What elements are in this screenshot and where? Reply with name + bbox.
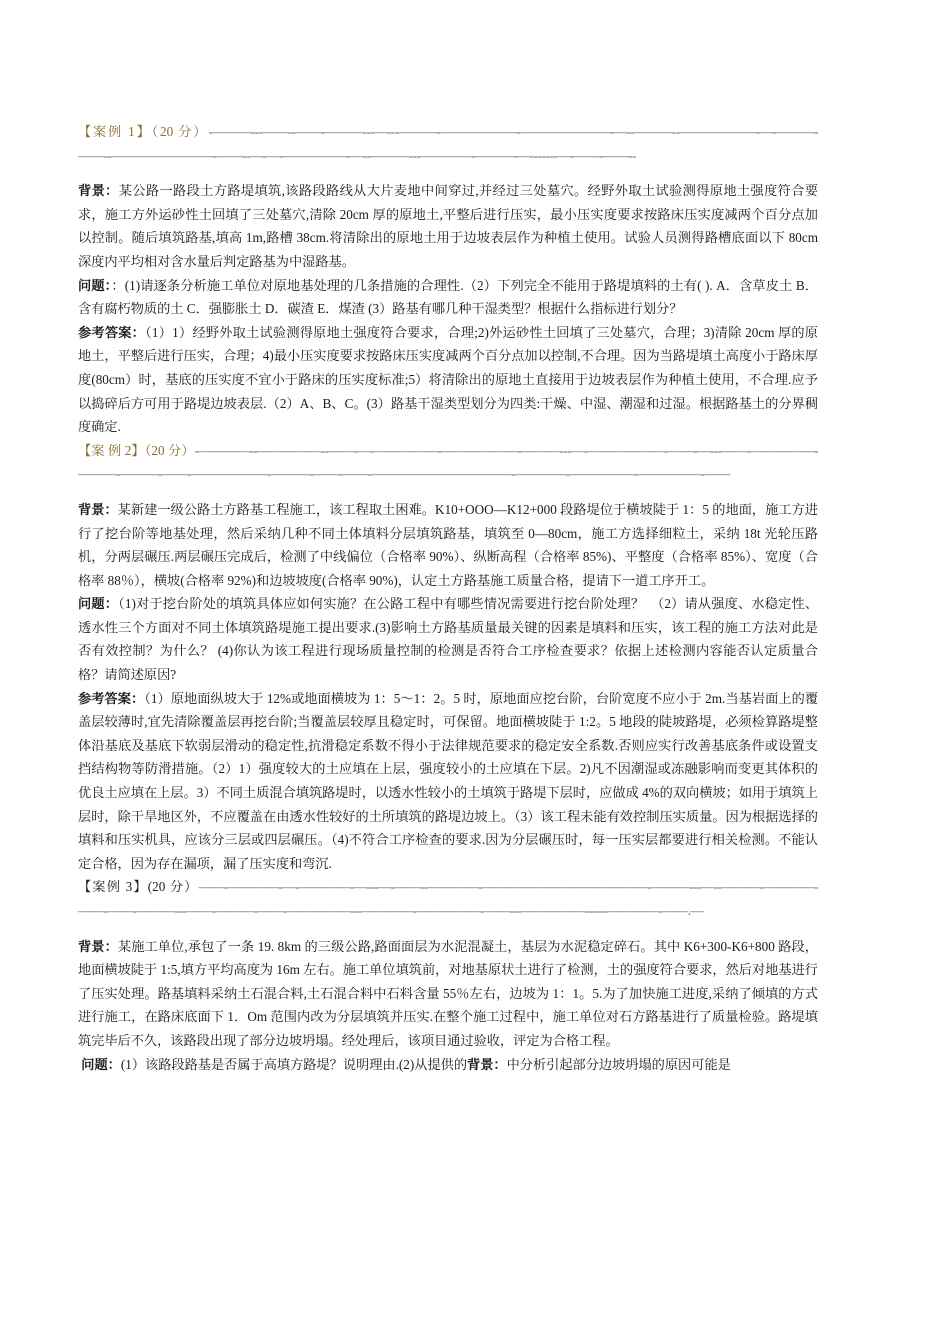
case1-dashes: -———---——--——-———---—---———-——————-———————-—--———--——————-—-———-——--————————-——--—-—-—————-—--———---————-———-—-------—-——-——-- — [78, 124, 819, 163]
case3-background-label: 背景： — [78, 938, 118, 954]
case1-title: 案例 1 — [93, 124, 135, 139]
case2-answer-label: 参考答案： — [78, 690, 145, 706]
case2-bracket-open: 【 — [78, 442, 92, 458]
case3-heading — [78, 875, 818, 922]
case1-answer — [78, 321, 818, 439]
case2-answer — [78, 687, 818, 876]
case1-background-text: 某公路一路段土方路堤填筑,该路段路线从大片麦地中间穿过,并经过三处墓穴。经野外取土试验测得原地土强度符合要求，施工方外运砂性土回填了三处墓穴,清除 20cm 厚的原地土,平整后进行压实，最小压实度要求按路床压实度减两个百分点加以控制。随后填筑路基,填高 1m,路槽 38cm.将清除出的原地土用于边坡表层作为种植土使用。试验人员测得路槽底面以下 80cm 深度内平均相对含水量后判定路基为中湿路基。 — [78, 183, 819, 269]
case1-bracket-open: 【 — [78, 124, 94, 139]
case1-answer-label: 参考答案： — [78, 324, 146, 340]
case2-dashes: -————--—————--——-—-—————-——————-———---—-——————-——-—---——-—————-———-———-——-——————-———-——-——-———————————-————-—————-—————-—— — [78, 442, 818, 482]
case1-background-label: 背景： — [78, 183, 119, 199]
case1-background — [78, 179, 818, 273]
document-page — [78, 120, 818, 1076]
case1-question — [78, 274, 818, 321]
case2-score: （20 分） — [144, 442, 195, 458]
case3-question-label: 问题： — [81, 1056, 121, 1072]
case3-question-label2: 背景： — [467, 1056, 507, 1072]
case1-question-label: 问题： — [78, 277, 112, 293]
case1-answer-text: （1）1）经野外取土试验测得原地土强度符合要求，合理;2)外运砂性土回填了三处墓穴，合理；3)清除 20cm 厚的原地土，平整后进行压实，合理；4)最小压实度要求按路床压实度减两个百分点加以控制,不合理。因为当路堤填土高度小于路床厚度(80cm）时，基底的压实度不宜小于路床的压实度标准;5）将清除出的原地土直接用于边坡表层作为种植土使用，不合理.应予以捣碎后方可用于路堤边坡表层.（2）A、B、C。(3）路基干湿类型划分为四类:干燥、中湿、潮湿和过湿。根据路基土的分界稠度确定. — [78, 324, 818, 435]
case2-background-text: 某新建一级公路土方路基工程施工，该工程取土困难。K10+OOO—K12+000 段路堤位于横坡陡于 1：5 的地面，施工方进行了挖台阶等地基处理，然后采纳几种不同土体填料分层填筑路基，填筑至 0—80cm，施工方选择细粒土，采纳 18t 光轮压路机，分两层碾压.两层碾压完成后，检测了中线偏位（合格率 90%）、纵断高程（合格率 85%)、平整度（合格率 85%）、宽度（合格率 88％），横坡(合格率 92%)和边坡坡度(合格率 90%)，认定土方路基施工质量合格，提请下一道工序开工。 — [78, 501, 818, 588]
case3-background-text: 某施工单位,承包了一条 19. 8km 的三级公路,路面面层为水泥混凝土，基层为水泥稳定碎石。其中 K6+300-K6+800 路段，地面横坡陡于 1:5,填方平均高度为 16m 左右。施工单位填筑前，对地基原状土进行了检测，土的强度符合要求，然后对地基进行了压实处理。路基填料采纳土石混合料,土石混合料中石料含量 55％左右，边坡为 1：1。5.为了加快施工进度,采纳了倾填的方式进行施工，在路床底面下 1．Om 范围内改为分层填筑并压实.在整个施工过程中，施工单位对石方路基进行了质量检验。路堤填筑完毕后不久，该路段出现了部分边坡坍塌。经处理后，该项目通过验收，评定为合格工程。 — [78, 938, 818, 1048]
case2-question-label: 问题： — [78, 596, 119, 612]
case2-question-text: （1)对于挖台阶处的填筑具体应如何实施？在公路工程中有哪些情况需要进行挖台阶处理？ （2）请从强度、水稳定性、透水性三个方面对不同土体填筑路堤施工提出要求.(3)影响土方路基质量最关键的因素是填料和压实，该工程的施工方法对此是否有效控制？为什么？ (4)你认为该工程进行现场质量控制的检测是否符合工序检查要求？依据上述检测内容能否认定质量合格？请简述原因? — [78, 596, 819, 683]
case1-heading — [78, 120, 818, 167]
case3-bracket-close: 】 — [132, 879, 148, 895]
case3-title: 案例 3 — [92, 879, 133, 895]
case2-heading — [78, 439, 818, 486]
case1-bracket-close: 】 — [134, 124, 152, 139]
case1-score: （20 分） — [151, 124, 209, 139]
case3-question-text: (1）该路段路基是否属于高填方路堤？说明理由.(2)从提供的 — [120, 1056, 468, 1072]
case3-question — [78, 1053, 818, 1077]
case2-background-label: 背景： — [78, 501, 118, 517]
case2-answer-text: （1）原地面纵坡大于 12%或地面横坡为 1：5～1：2。5 时，原地面应挖台阶，台阶宽度不应小于 2m.当基岩面上的覆盖层较薄时,宜先清除覆盖层再挖台阶;当覆盖层较厚且稳定时，可保留。地面横坡陡于 1:2。5 地段的陡坡路堤，必须检算路堤整体沿基底及基底下软弱层滑动的稳定性,抗滑稳定系数不得小于法律规范要求的稳定安全系数.否则应实行改善基底条件或设置支挡结构物等防滑措施。（2）1）强度较大的土应填在上层，强度较小的土应填在下层。2)凡不因潮湿或冻融影响而变更其体积的优良土应填在上层。3）不同土质混合填筑路堤时，以透水性较小的土填筑于路堤下层时，应做成 4%的双向横坡；如用于填筑上层时，除干旱地区外，不应覆盖在由透水性较好的土所填筑的路堤边坡上。（3）该工程未能有效控制压实质量。因为根据选择的填料和压实机具，应该分三层或四层碾压。（4)不符合工序检查的要求.因为分层碾压时，每一压实层都要进行相关检测。不能认定合格，因为存在漏项，漏了压实度和弯沉. — [78, 690, 819, 871]
case3-bracket-open: 【 — [78, 879, 93, 895]
case2-bracket-close: 】 — [131, 442, 145, 458]
case3-dashes: ——-————-—-————-—---—-——--————-—————————————-———---—--———-————-——-——-———---——-———-——-—————---————-—————-——---—————------————-——.— — [78, 879, 819, 918]
case2-background — [78, 498, 818, 592]
case3-question-tail: 中分析引起部分边坡坍塌的原因可能是 — [506, 1056, 731, 1072]
case1-question-text: ：(1)请逐条分析施工单位对原地基处理的几条措施的合理性.（2）下列完全不能用于路堤填料的土有( ). A．含草皮土 B．含有腐朽物质的土 C．强膨胀土 D．碳渣 E．煤渣 (3）路基有哪几种干湿类型？根据什么指标进行划分？ — [78, 277, 818, 317]
case3-score: (20 分） — [147, 879, 199, 895]
case2-title: 案 例 2 — [91, 442, 132, 458]
case3-background — [78, 935, 818, 1053]
case2-question — [78, 592, 818, 686]
